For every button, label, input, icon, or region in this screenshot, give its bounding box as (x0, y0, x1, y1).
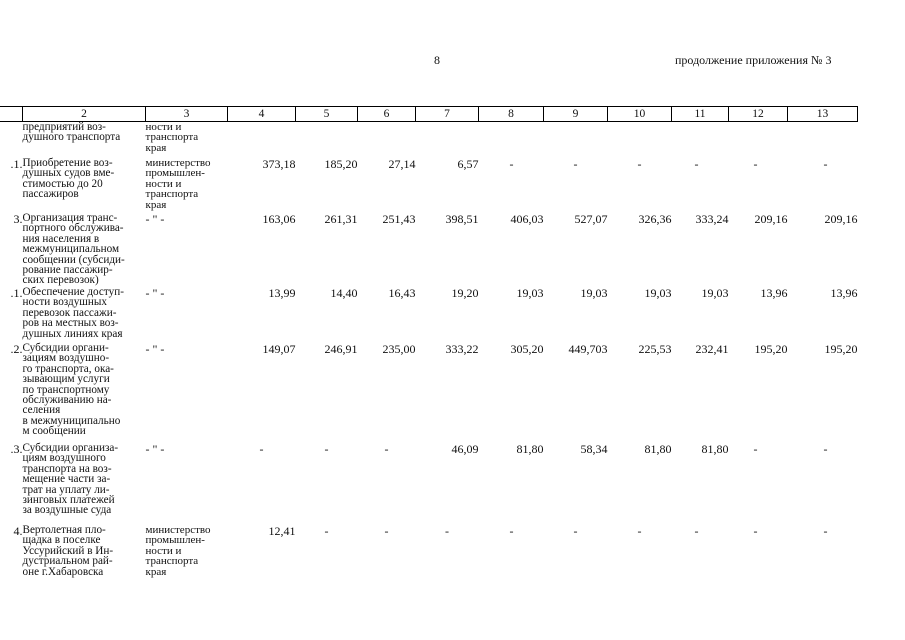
row-value-col-11 (672, 122, 729, 159)
row-value-col-8: 305,20 (510, 342, 544, 356)
column-header: 10 (608, 107, 672, 122)
row-value-col-4: - (259, 442, 264, 456)
row-value-col-13: 13,96 (830, 286, 858, 300)
row-value-col-13 (788, 122, 858, 159)
row-value-col-9: 449,703 (568, 342, 608, 356)
row-value-col-13: 195,20 (824, 342, 858, 356)
row-value-col-6 (358, 122, 416, 159)
row-value-col-4: 373,18 (262, 157, 296, 171)
row-value-col-4 (228, 122, 296, 159)
column-header: 13 (788, 107, 858, 122)
row-value-col-5 (296, 122, 358, 159)
row-code: .3. (10, 442, 23, 456)
row-value-col-5: 246,91 (324, 342, 358, 356)
row-value-col-12: - (753, 442, 758, 456)
table-row (0, 287, 858, 343)
row-value-col-8: 406,03 (510, 212, 544, 226)
row-value-col-6: 16,43 (388, 286, 416, 300)
row-activity-name: Субсидии органи- зациям воздушно- го транспорта, ока- зывающим услуги по транспортному обслуживанию на- селения в межмуниципально м сообщении (22, 342, 121, 438)
row-code: .1. (10, 286, 23, 300)
row-value-col-4: 12,41 (268, 524, 296, 538)
row-value-col-5: - (324, 442, 329, 456)
row-value-col-4: 149,07 (262, 342, 296, 356)
column-header: 6 (358, 107, 416, 122)
row-value-col-11: 232,41 (695, 342, 729, 356)
row-value-col-11: - (694, 157, 699, 171)
table-row (0, 213, 858, 287)
row-value-col-10: - (637, 157, 642, 171)
row-executor: министерство промышлен- ности и транспорта края (145, 524, 211, 578)
column-header: 4 (228, 107, 296, 122)
row-value-col-12: 209,16 (754, 212, 788, 226)
row-value-col-5: 261,31 (324, 212, 358, 226)
row-executor: - " - (145, 342, 165, 356)
column-header: 3 (146, 107, 228, 122)
row-value-col-7 (416, 122, 479, 159)
table-row (0, 443, 858, 525)
row-value-col-7: 6,57 (457, 157, 479, 171)
row-value-col-6: - (384, 524, 389, 538)
row-value-col-5: - (324, 524, 329, 538)
row-executor: - " - (145, 286, 165, 300)
row-value-col-12: - (753, 157, 758, 171)
column-header: 5 (296, 107, 358, 122)
table-row (0, 158, 858, 213)
row-executor: - " - (145, 442, 165, 456)
row-value-col-4: 163,06 (262, 212, 296, 226)
table-row (0, 343, 858, 443)
row-activity-name: предприятий воз- душного транспорта (22, 121, 121, 144)
row-value-col-8: 19,03 (516, 286, 544, 300)
row-value-col-10 (608, 122, 672, 159)
row-activity-name: Приобретение воз- душных судов вме- стимостью до 20 пассажиров (22, 157, 115, 201)
continuation-label: продолжение приложения № 3 (675, 53, 832, 67)
column-header: 8 (479, 107, 544, 122)
row-value-col-6: 251,43 (382, 212, 416, 226)
row-value-col-9: - (573, 157, 578, 171)
row-value-col-7: 19,20 (451, 286, 479, 300)
row-value-col-6: 27,14 (388, 157, 416, 171)
row-executor: - " - (145, 212, 165, 226)
row-code: .2. (10, 342, 23, 356)
row-value-col-13: 209,16 (824, 212, 858, 226)
row-value-col-4: 13,99 (268, 286, 296, 300)
row-value-col-12: 13,96 (760, 286, 788, 300)
row-value-col-8: 81,80 (516, 442, 544, 456)
row-value-col-5: 14,40 (330, 286, 358, 300)
row-executor: ности и транспорта края (145, 121, 199, 154)
row-value-col-9: 527,07 (574, 212, 608, 226)
column-header: 2 (23, 107, 146, 122)
row-value-col-9: 19,03 (580, 286, 608, 300)
column-header: 12 (729, 107, 788, 122)
row-value-col-10: 81,80 (644, 442, 672, 456)
row-value-col-5: 185,20 (324, 157, 358, 171)
column-header: 9 (544, 107, 608, 122)
row-value-col-11: 19,03 (701, 286, 729, 300)
header-row (0, 107, 858, 122)
page-number: 8 (434, 53, 440, 67)
row-value-col-12: - (753, 524, 758, 538)
row-value-col-11: - (694, 524, 699, 538)
row-value-col-6: 235,00 (382, 342, 416, 356)
row-value-col-9: - (573, 524, 578, 538)
row-value-col-7: 46,09 (451, 442, 479, 456)
row-value-col-6: - (384, 442, 389, 456)
row-value-col-13: - (823, 524, 828, 538)
table-row (0, 122, 858, 159)
row-value-col-10: - (637, 524, 642, 538)
row-value-col-11: 333,24 (695, 212, 729, 226)
row-value-col-10: 225,53 (638, 342, 672, 356)
row-value-col-9: 58,34 (580, 442, 608, 456)
row-value-col-8: - (509, 524, 514, 538)
row-activity-name: Организация транс- портного обслужива- ния населения в межмуниципальном сообщении (субсиди- рование пассажир- ских перевозок) (22, 212, 125, 287)
row-activity-name: Субсидии организа- циям воздушного транспорта на воз- мещение части за- трат на уплату ли- зинговых платежей за воздушные суда (22, 442, 119, 517)
table-row (0, 525, 858, 585)
row-code (0, 122, 23, 159)
row-activity-name: Обеспечение доступ- ности воздушных перевозок пассажи- ров на местных воз- душных линиях края (22, 286, 124, 340)
row-value-col-10: 326,36 (638, 212, 672, 226)
row-value-col-8: - (509, 157, 514, 171)
row-value-col-12: 195,20 (754, 342, 788, 356)
row-value-col-7: 333,22 (445, 342, 479, 356)
row-value-col-13: - (823, 442, 828, 456)
column-header (0, 107, 23, 122)
row-code: .1. (10, 157, 23, 171)
row-value-col-13: - (823, 157, 828, 171)
row-value-col-8 (479, 122, 544, 159)
column-header: 11 (672, 107, 729, 122)
row-value-col-12 (729, 122, 788, 159)
row-executor: министерство промышлен- ности и транспорта края (145, 157, 211, 211)
row-code: 3. (13, 212, 23, 226)
row-value-col-7: 398,51 (445, 212, 479, 226)
column-header: 7 (416, 107, 479, 122)
row-value-col-7: - (445, 524, 449, 538)
row-value-col-9 (544, 122, 608, 159)
row-code: 4. (13, 524, 23, 538)
row-value-col-11: 81,80 (701, 442, 729, 456)
budget-table (0, 106, 858, 585)
row-activity-name: Вертолетная пло- щадка в поселке Уссурийский в Ин- дустриальном рай- оне г.Хабаровска (22, 524, 114, 578)
row-value-col-10: 19,03 (644, 286, 672, 300)
